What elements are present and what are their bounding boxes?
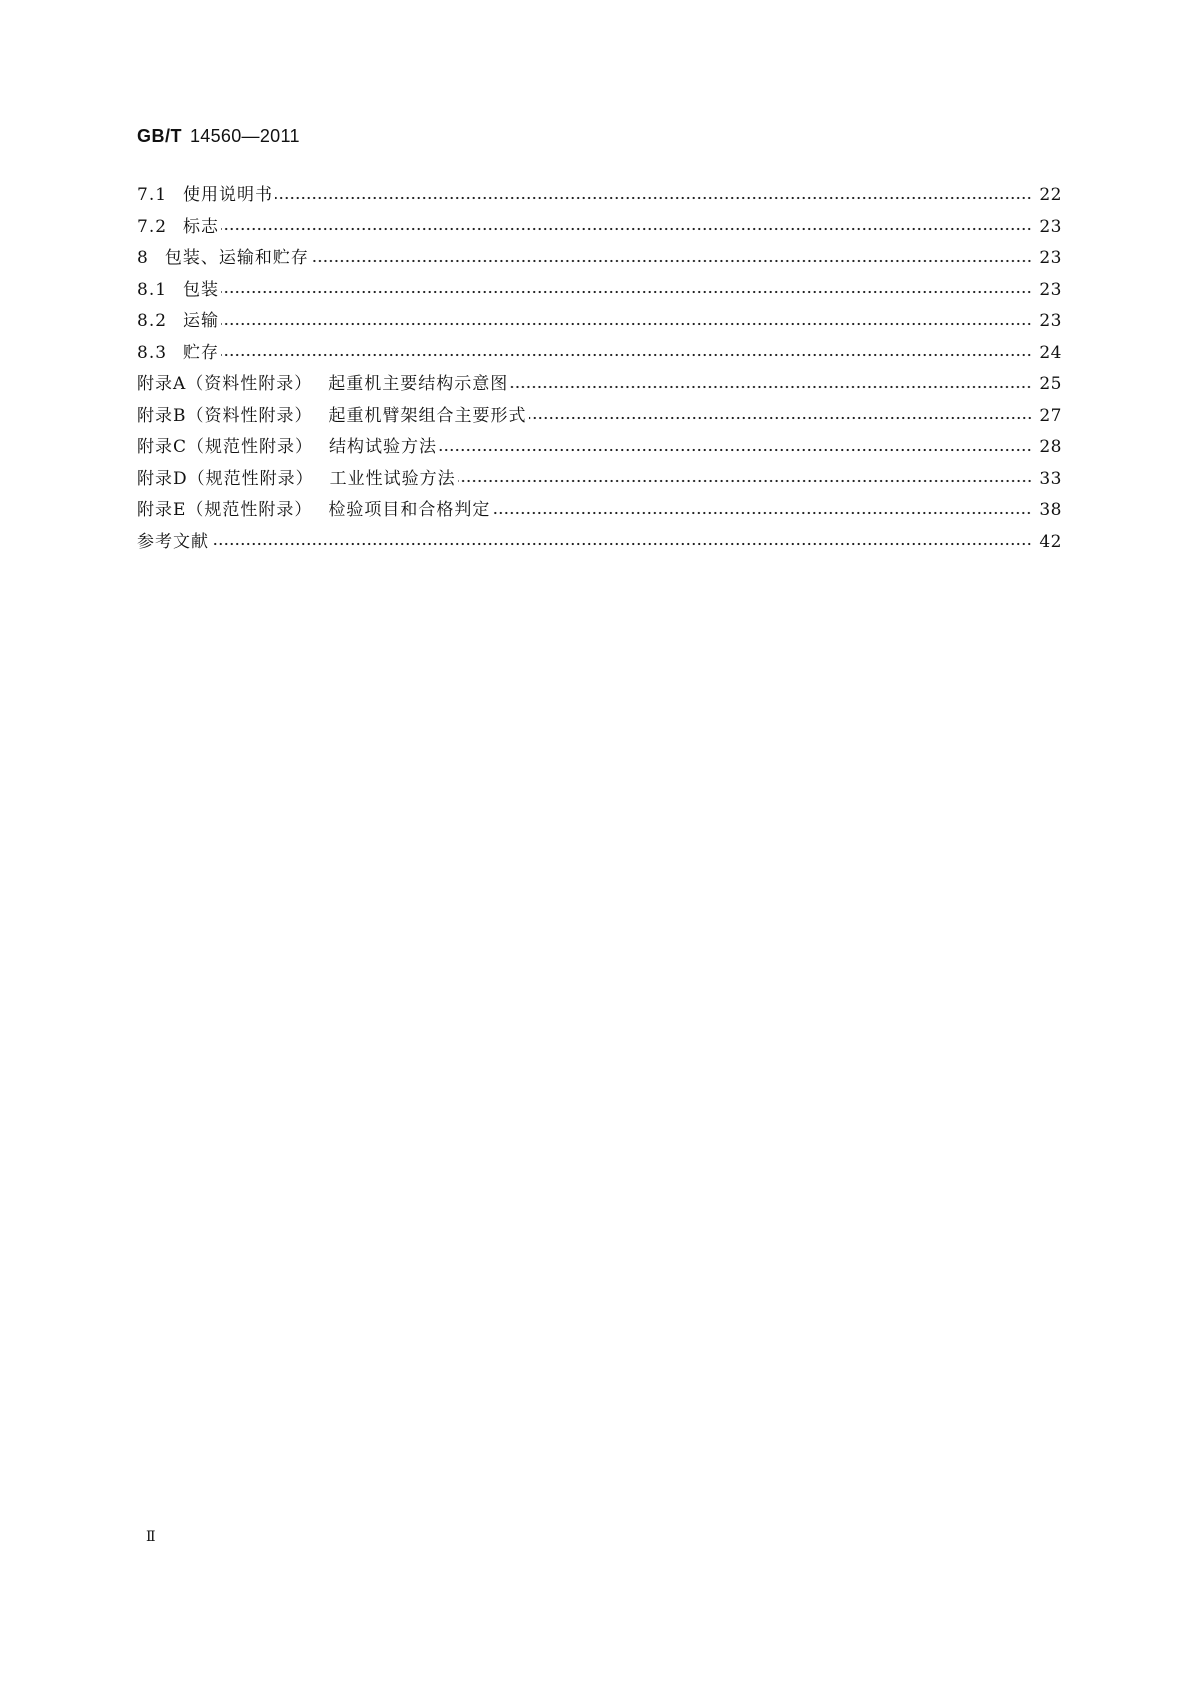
toc-entry-number: 8 <box>137 248 149 268</box>
toc-entry-title: 结构试验方法 <box>329 437 438 457</box>
toc-entry-title: 起重机臂架组合主要形式 <box>328 405 527 426</box>
toc-entry-number: 附录B（资料性附录） <box>137 405 313 426</box>
toc-entry-page: 42 <box>1039 531 1062 552</box>
toc-entry-title: 参考文献 <box>137 531 209 552</box>
toc-entry-7-2[interactable] <box>137 212 1062 244</box>
toc-entry-title: 包装、运输和贮存 <box>164 248 309 268</box>
toc-entry-number: 8.2 <box>137 311 168 331</box>
toc-entry-8-2[interactable] <box>137 306 1062 338</box>
toc-entry-title: 贮存 <box>183 342 220 363</box>
toc-entry-page: 38 <box>1039 500 1062 520</box>
toc-entry-page: 22 <box>1039 185 1062 205</box>
toc-entry-title: 包装 <box>183 279 220 300</box>
toc-entry-page: 33 <box>1039 468 1062 489</box>
standard-code-header <box>137 124 300 148</box>
toc-entry-page: 23 <box>1039 248 1062 268</box>
toc-entry-8-3[interactable] <box>137 338 1062 370</box>
toc-entry-number: 附录A（资料性附录） <box>137 374 313 394</box>
toc-entry-page: 24 <box>1039 342 1062 363</box>
toc-entry-number: 7.1 <box>137 185 168 205</box>
toc-leader-dots <box>211 542 1032 546</box>
toc-entry-page: 27 <box>1039 405 1062 426</box>
toc-leader-dots <box>221 227 1032 231</box>
toc-entry-number: 附录E（规范性附录） <box>137 500 313 520</box>
toc-entry-number: 8.3 <box>137 342 168 363</box>
toc-entry-title: 起重机主要结构示意图 <box>328 374 509 394</box>
toc-entry-number: 附录D（规范性附录） <box>137 468 314 489</box>
standard-code-number: 14560—2011 <box>190 126 300 146</box>
toc-entry-page: 25 <box>1039 374 1062 394</box>
toc-entry-page: 23 <box>1039 311 1062 331</box>
toc-entry-7-1[interactable] <box>137 180 1062 212</box>
toc-entry-references[interactable] <box>137 527 1062 559</box>
toc-entry-page: 28 <box>1039 437 1062 457</box>
toc-entry-page: 23 <box>1039 279 1062 300</box>
toc-entry-title: 使用说明书 <box>183 185 274 205</box>
toc-entry-number: 7.2 <box>137 216 168 237</box>
toc-entry-title: 标志 <box>183 216 220 237</box>
toc-entry-appendix-d[interactable] <box>137 464 1062 496</box>
toc-leader-dots <box>221 290 1032 294</box>
toc-entry-8[interactable] <box>137 243 1062 275</box>
toc-leader-dots <box>492 511 1032 515</box>
toc-leader-dots <box>510 385 1032 389</box>
toc-leader-dots <box>458 479 1032 483</box>
toc-entry-number: 附录C（规范性附录） <box>137 437 314 457</box>
toc-entry-number: 8.1 <box>137 279 168 300</box>
toc-entry-title: 运输 <box>183 311 220 331</box>
toc-entry-appendix-b[interactable] <box>137 401 1062 433</box>
toc-leader-dots <box>311 259 1032 263</box>
toc-entry-title: 检验项目和合格判定 <box>328 500 491 520</box>
toc-entry-appendix-e[interactable] <box>137 495 1062 527</box>
toc-entry-appendix-a[interactable] <box>137 369 1062 401</box>
toc-leader-dots <box>221 353 1032 357</box>
toc-leader-dots <box>439 448 1032 452</box>
toc-entry-8-1[interactable] <box>137 275 1062 307</box>
toc-entry-page: 23 <box>1039 216 1062 237</box>
toc-leader-dots <box>529 416 1033 420</box>
toc-leader-dots <box>221 322 1032 326</box>
toc-leader-dots <box>275 196 1032 200</box>
toc-entry-appendix-c[interactable] <box>137 432 1062 464</box>
toc-entry-title: 工业性试验方法 <box>329 468 456 489</box>
page-number: Ⅱ <box>146 1529 156 1545</box>
table-of-contents <box>137 180 1062 558</box>
standard-code-prefix: GB/T <box>137 126 182 146</box>
